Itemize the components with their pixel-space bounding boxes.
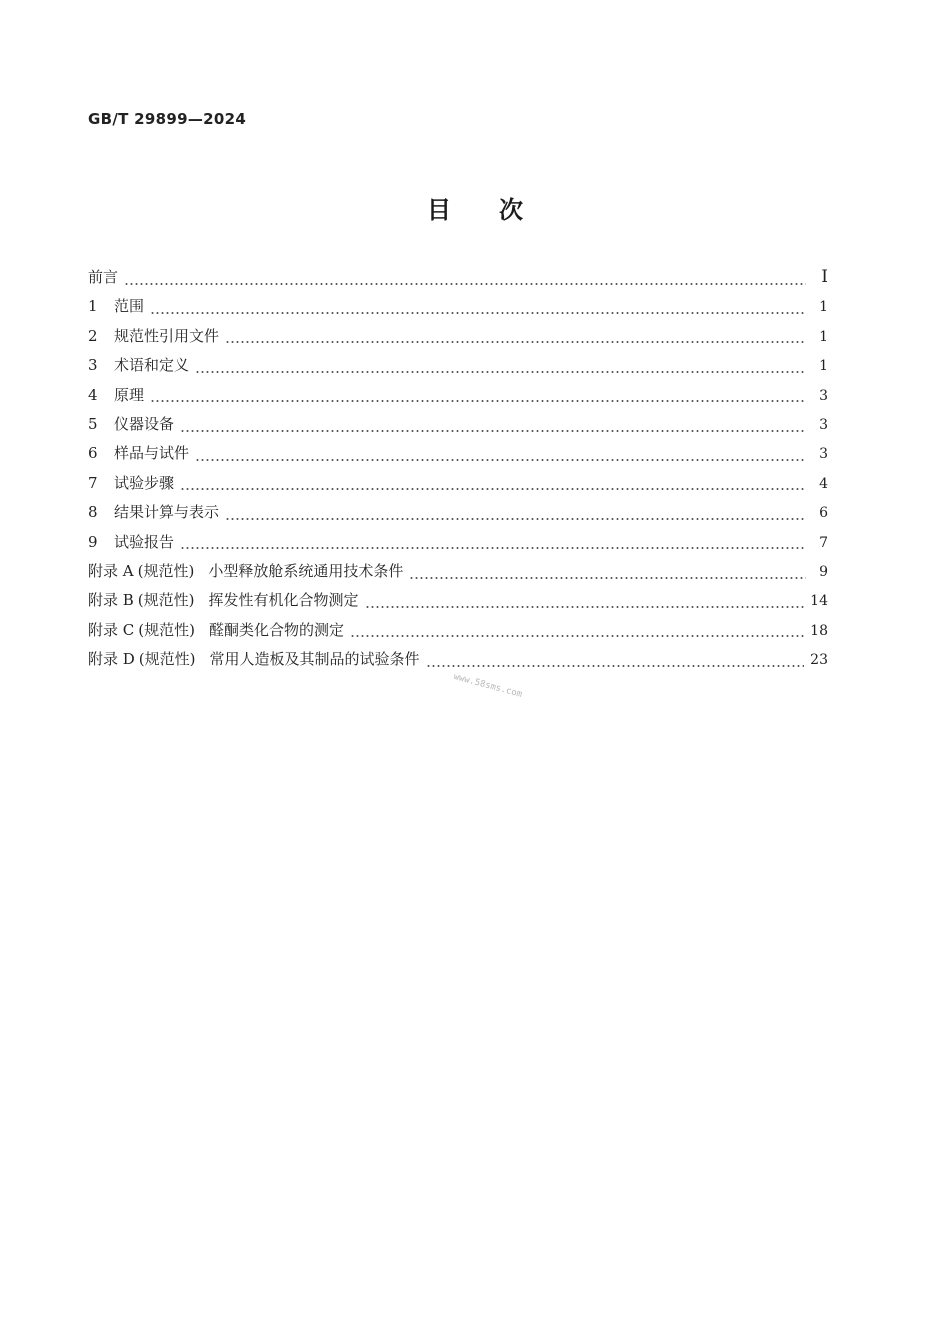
leader-dots xyxy=(180,487,806,491)
watermark: www.58sms.com xyxy=(452,672,524,700)
leader-dots xyxy=(195,370,806,374)
toc-entry-page: 9 xyxy=(819,563,828,580)
toc-entry-number: 1 xyxy=(88,297,98,316)
toc-entry-9[interactable] xyxy=(88,531,828,560)
toc-entry-6[interactable] xyxy=(88,442,828,471)
toc-entry-annex-c[interactable] xyxy=(88,619,828,648)
toc-entry-page: 7 xyxy=(819,534,828,551)
toc-entry-annex-a[interactable] xyxy=(88,560,828,589)
annex-type: (规范性) xyxy=(138,620,195,639)
toc-entry-3[interactable] xyxy=(88,354,828,383)
toc-entry-page: I xyxy=(821,267,828,287)
annex-number: 附录 B xyxy=(88,591,134,610)
toc-entry-label: 前言 xyxy=(88,268,119,286)
leader-dots xyxy=(150,311,806,315)
toc-entry-label: 挥发性有机化合物测定 xyxy=(208,591,359,610)
toc-entry-2[interactable] xyxy=(88,325,828,354)
title-char-1: 目 xyxy=(427,196,451,224)
toc-entry-label: 试验报告 xyxy=(114,532,175,551)
toc-entry-number: 4 xyxy=(88,385,98,404)
toc-entry-8[interactable] xyxy=(88,501,828,530)
toc-entry-number: 2 xyxy=(88,326,98,345)
toc-entry-5[interactable] xyxy=(88,413,828,442)
toc-entry-page: 3 xyxy=(819,446,828,463)
leader-dots xyxy=(225,340,806,344)
annex-type: (规范性) xyxy=(137,561,195,580)
toc-entry-label: 小型释放舱系统通用技术条件 xyxy=(208,561,404,580)
toc-entry-page: 1 xyxy=(819,358,828,375)
toc-entry-label: 规范性引用文件 xyxy=(114,326,220,345)
toc-entry-label: 试验步骤 xyxy=(114,473,175,492)
toc-entry-number: 9 xyxy=(88,532,98,551)
toc-entry-page: 1 xyxy=(819,299,828,316)
toc-entry-foreword[interactable] xyxy=(88,266,828,295)
toc-entry-number: 3 xyxy=(88,356,98,375)
annex-type: (规范性) xyxy=(137,591,195,610)
leader-dots xyxy=(150,399,806,403)
leader-dots xyxy=(180,429,806,433)
leader-dots xyxy=(180,546,806,550)
toc-entry-page: 6 xyxy=(819,505,828,522)
annex-number: 附录 A xyxy=(88,561,134,580)
toc-entry-label: 结果计算与表示 xyxy=(114,503,220,522)
standard-number: GB/T 29899—2024 xyxy=(88,110,247,128)
table-of-contents xyxy=(88,266,828,677)
page-title xyxy=(0,190,950,225)
toc-entry-page: 3 xyxy=(819,387,828,404)
leader-dots xyxy=(225,517,806,521)
toc-entry-page: 4 xyxy=(819,475,828,492)
toc-entry-page: 23 xyxy=(810,652,828,669)
toc-entry-label: 范围 xyxy=(114,297,145,316)
toc-entry-7[interactable] xyxy=(88,472,828,501)
toc-entry-label: 样品与试件 xyxy=(114,444,190,463)
toc-entry-annex-b[interactable] xyxy=(88,589,828,618)
toc-entry-page: 14 xyxy=(810,593,828,610)
toc-entry-number: 8 xyxy=(88,503,98,522)
annex-number: 附录 C xyxy=(88,620,135,639)
toc-entry-label: 常用人造板及其制品的试验条件 xyxy=(209,650,420,669)
toc-entry-1[interactable] xyxy=(88,295,828,324)
toc-entry-label: 术语和定义 xyxy=(114,356,190,375)
toc-entry-number: 5 xyxy=(88,414,98,433)
annex-type: (规范性) xyxy=(138,650,196,669)
leader-dots xyxy=(409,576,806,580)
leader-dots xyxy=(124,282,806,286)
toc-entry-page: 18 xyxy=(810,622,828,639)
toc-entry-page: 3 xyxy=(819,416,828,433)
toc-entry-4[interactable] xyxy=(88,384,828,413)
annex-number: 附录 D xyxy=(88,650,135,669)
leader-dots xyxy=(350,634,804,638)
toc-entry-label: 仪器设备 xyxy=(114,414,175,433)
leader-dots xyxy=(195,458,806,462)
toc-entry-label: 原理 xyxy=(114,385,145,404)
toc-entry-number: 6 xyxy=(88,444,98,463)
toc-entry-label: 醛酮类化合物的测定 xyxy=(208,620,344,639)
toc-entry-page: 1 xyxy=(819,328,828,345)
leader-dots xyxy=(365,605,805,609)
toc-entry-number: 7 xyxy=(88,473,98,492)
leader-dots xyxy=(426,664,805,668)
title-char-2: 次 xyxy=(499,196,523,224)
